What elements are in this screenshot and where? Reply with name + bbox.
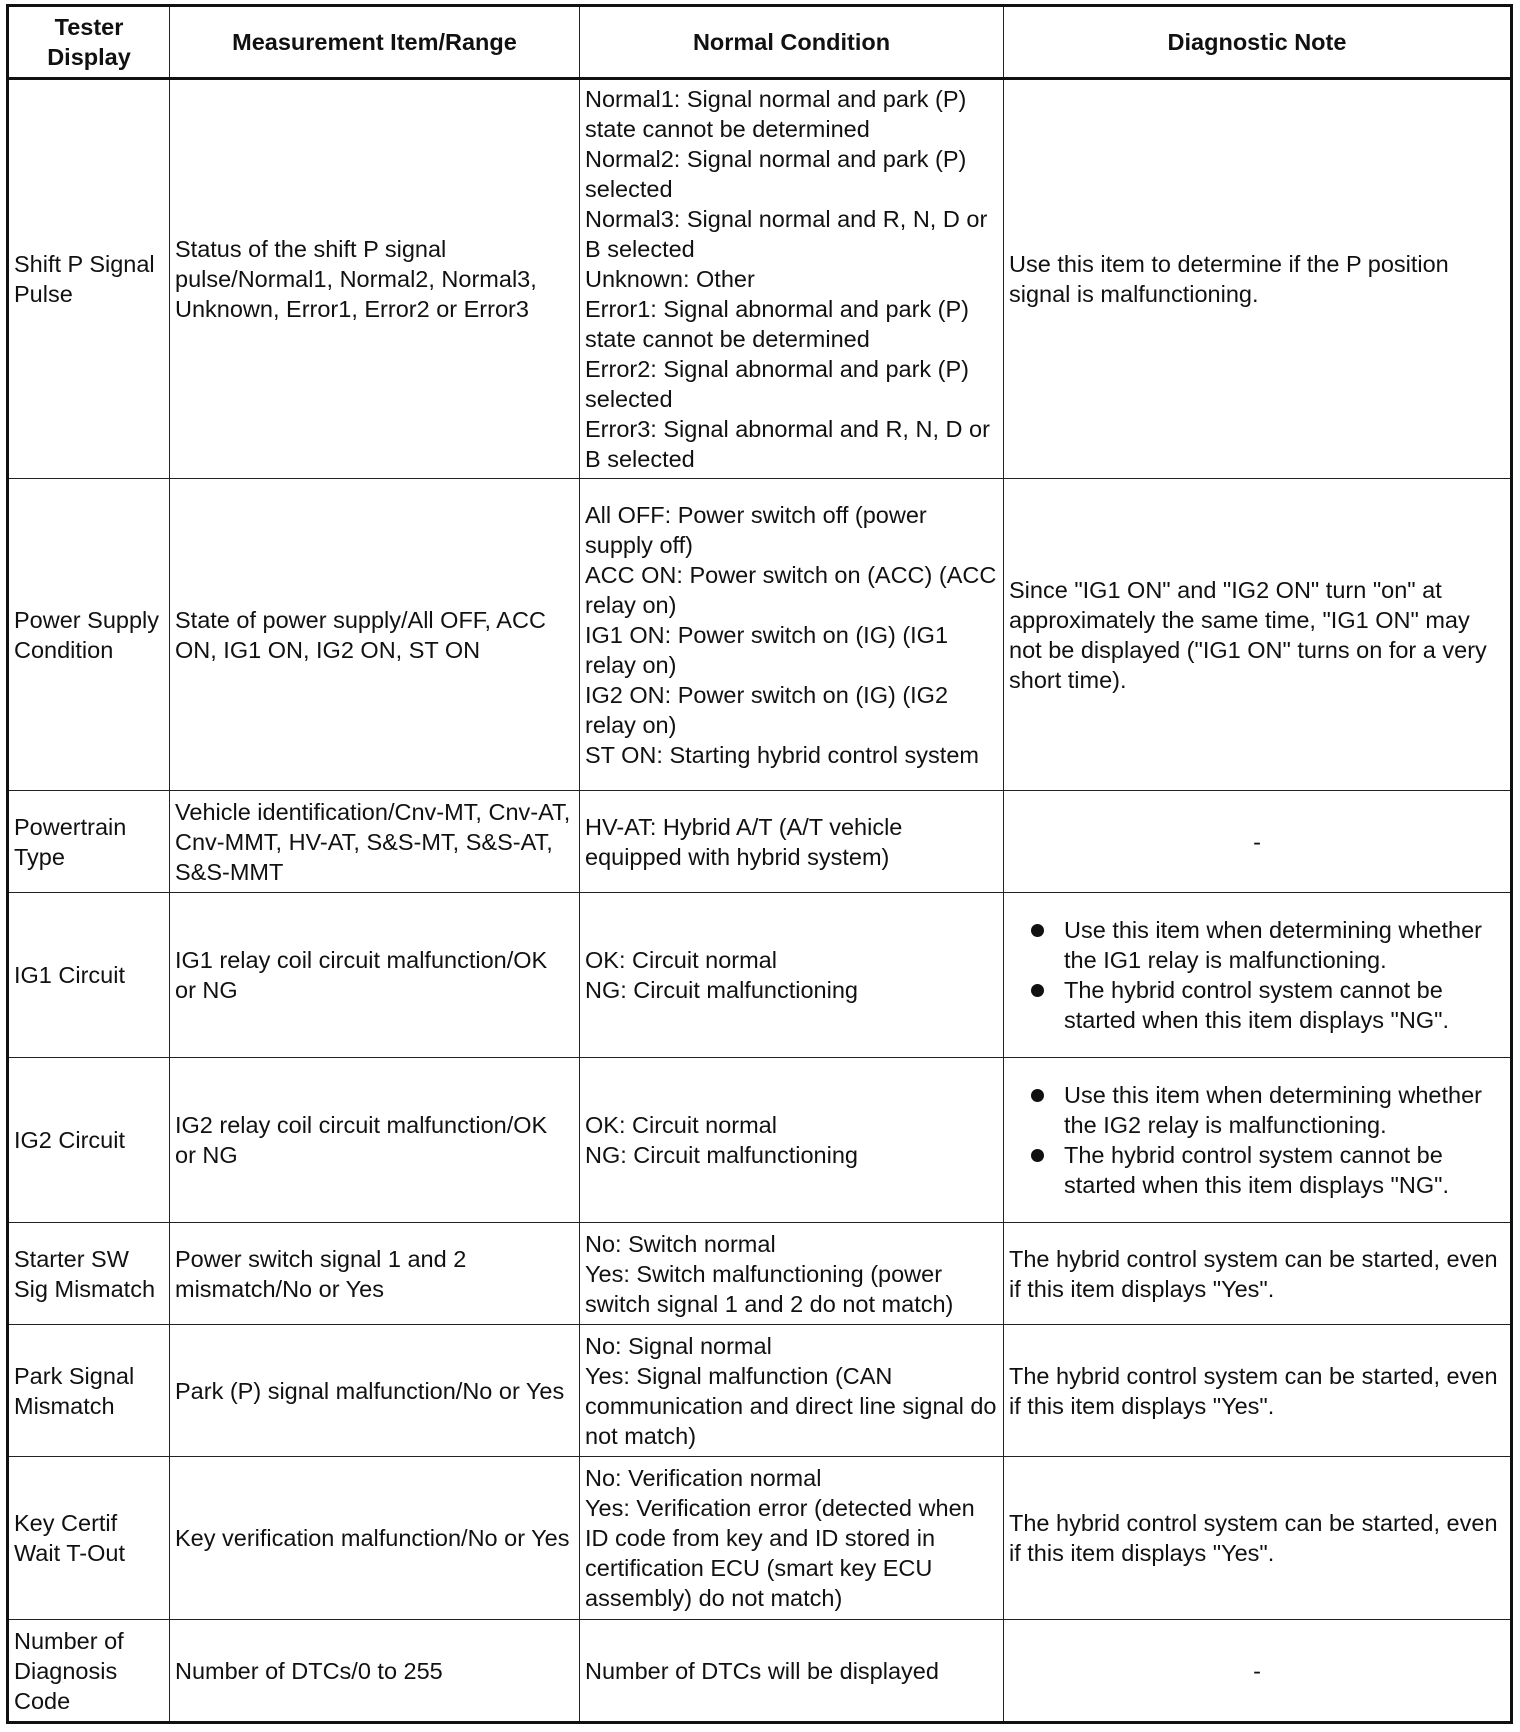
diagnostic-note-cell: The hybrid control system can be started, even if this item displays "Yes". <box>1004 1223 1512 1325</box>
data-list-table <box>6 4 1513 1724</box>
normal-condition-cell <box>580 1325 1004 1457</box>
normal-condition-line: OK: Circuit normal <box>585 947 777 973</box>
table-row <box>8 1325 1512 1457</box>
normal-condition-cell <box>580 893 1004 1058</box>
normal-condition-line: Yes: Verification error (detected when ID code from key and ID stored in certification ECU (smart key ECU assembly) do not match) <box>585 1495 975 1611</box>
measurement-cell: Status of the shift P signal pulse/Normal1, Normal2, Normal3, Unknown, Error1, Error2 or Error3 <box>170 79 580 479</box>
tester-display-cell: IG2 Circuit <box>8 1058 170 1223</box>
normal-condition-line: HV-AT: Hybrid A/T (A/T vehicle equipped with hybrid system) <box>585 813 903 870</box>
diagnostic-note-cell <box>1004 1058 1512 1223</box>
normal-condition-line: Unknown: Other <box>585 266 755 292</box>
normal-condition-line: Error2: Signal abnormal and park (P) selected <box>585 356 970 412</box>
table-row <box>8 1457 1512 1620</box>
diagnostic-note-cell <box>1004 893 1512 1058</box>
normal-condition-cell <box>580 1457 1004 1620</box>
table-row <box>8 791 1512 893</box>
note-bullet-item: Use this item when determining whether the IG1 relay is malfunctioning. <box>1009 915 1505 975</box>
normal-condition-line: Normal3: Signal normal and R, N, D or B selected <box>585 206 988 262</box>
tester-display-cell: Power Supply Condition <box>8 479 170 791</box>
diagnostic-note-cell: - <box>1004 791 1512 893</box>
normal-condition-line: Error3: Signal abnormal and R, N, D or B selected <box>585 416 990 472</box>
header-row <box>8 6 1512 79</box>
normal-condition-line: Error1: Signal abnormal and park (P) state cannot be determined <box>585 296 970 352</box>
header-normal-condition: Normal Condition <box>580 6 1004 79</box>
note-bullet-list <box>1009 915 1505 1035</box>
diagnostic-note-cell: - <box>1004 1620 1512 1723</box>
normal-condition-line: IG2 ON: Power switch on (IG) (IG2 relay on) <box>585 681 949 738</box>
measurement-cell: Power switch signal 1 and 2 mismatch/No or Yes <box>170 1223 580 1325</box>
tester-display-cell: Park Signal Mismatch <box>8 1325 170 1457</box>
measurement-cell: Key verification malfunction/No or Yes <box>170 1457 580 1620</box>
normal-condition-line: ST ON: Starting hybrid control system <box>585 741 979 768</box>
normal-condition-line: OK: Circuit normal <box>585 1112 777 1138</box>
table-row <box>8 479 1512 791</box>
normal-condition-cell <box>580 479 1004 791</box>
tester-display-cell: Key Certif Wait T-Out <box>8 1457 170 1620</box>
note-bullet-item: The hybrid control system cannot be started when this item displays "NG". <box>1009 975 1505 1035</box>
measurement-cell: IG2 relay coil circuit malfunction/OK or NG <box>170 1058 580 1223</box>
normal-condition-line: All OFF: Power switch off (power supply off) <box>585 501 927 558</box>
normal-condition-line: IG1 ON: Power switch on (IG) (IG1 relay on) <box>585 621 949 678</box>
header-measurement-item: Measurement Item/Range <box>170 6 580 79</box>
measurement-cell: Park (P) signal malfunction/No or Yes <box>170 1325 580 1457</box>
normal-condition-line: No: Switch normal <box>585 1230 776 1257</box>
normal-condition-line: ACC ON: Power switch on (ACC) (ACC relay on) <box>585 561 997 618</box>
measurement-cell: IG1 relay coil circuit malfunction/OK or NG <box>170 893 580 1058</box>
note-bullet-list <box>1009 1080 1505 1200</box>
tester-display-cell: IG1 Circuit <box>8 893 170 1058</box>
data-list-table-container <box>6 4 1513 1724</box>
normal-condition-line: Yes: Signal malfunction (CAN communication and direct line signal do not match) <box>585 1362 997 1449</box>
tester-display-cell: Number of Diagnosis Code <box>8 1620 170 1723</box>
normal-condition-cell <box>580 1058 1004 1223</box>
normal-condition-line: Yes: Switch malfunctioning (power switch signal 1 and 2 do not match) <box>585 1260 954 1317</box>
normal-condition-cell <box>580 1223 1004 1325</box>
table-row <box>8 79 1512 479</box>
table-row <box>8 1223 1512 1325</box>
tester-display-cell: Shift P Signal Pulse <box>8 79 170 479</box>
table-row <box>8 1620 1512 1723</box>
note-bullet-item: Use this item when determining whether the IG2 relay is malfunctioning. <box>1009 1080 1505 1140</box>
normal-condition-line: Normal2: Signal normal and park (P) selected <box>585 146 967 202</box>
table-row <box>8 1058 1512 1223</box>
measurement-cell: Number of DTCs/0 to 255 <box>170 1620 580 1723</box>
measurement-cell: State of power supply/All OFF, ACC ON, IG1 ON, IG2 ON, ST ON <box>170 479 580 791</box>
diagnostic-note-cell: The hybrid control system can be started, even if this item displays "Yes". <box>1004 1325 1512 1457</box>
diagnostic-note-cell: Since "IG1 ON" and "IG2 ON" turn "on" at approximately the same time, "IG1 ON" may not be displayed ("IG1 ON" turns on for a very short time). <box>1004 479 1512 791</box>
tester-display-cell: Starter SW Sig Mismatch <box>8 1223 170 1325</box>
header-diagnostic-note: Diagnostic Note <box>1004 6 1512 79</box>
header-tester-display: Tester Display <box>8 6 170 79</box>
table-row <box>8 893 1512 1058</box>
diagnostic-note-cell: Use this item to determine if the P position signal is malfunctioning. <box>1004 79 1512 479</box>
normal-condition-line: Normal1: Signal normal and park (P) state cannot be determined <box>585 86 967 142</box>
normal-condition-cell <box>580 791 1004 893</box>
normal-condition-line: No: Verification normal <box>585 1465 822 1491</box>
normal-condition-cell <box>580 79 1004 479</box>
tester-display-cell: Powertrain Type <box>8 791 170 893</box>
normal-condition-line: NG: Circuit malfunctioning <box>585 1142 858 1168</box>
normal-condition-cell <box>580 1620 1004 1723</box>
measurement-cell: Vehicle identification/Cnv-MT, Cnv-AT, Cnv-MMT, HV-AT, S&S-MT, S&S-AT, S&S-MMT <box>170 791 580 893</box>
normal-condition-line: No: Signal normal <box>585 1332 772 1359</box>
normal-condition-line: NG: Circuit malfunctioning <box>585 977 858 1003</box>
note-bullet-item: The hybrid control system cannot be started when this item displays "NG". <box>1009 1140 1505 1200</box>
normal-condition-line: Number of DTCs will be displayed <box>585 1657 939 1684</box>
diagnostic-note-cell: The hybrid control system can be started, even if this item displays "Yes". <box>1004 1457 1512 1620</box>
